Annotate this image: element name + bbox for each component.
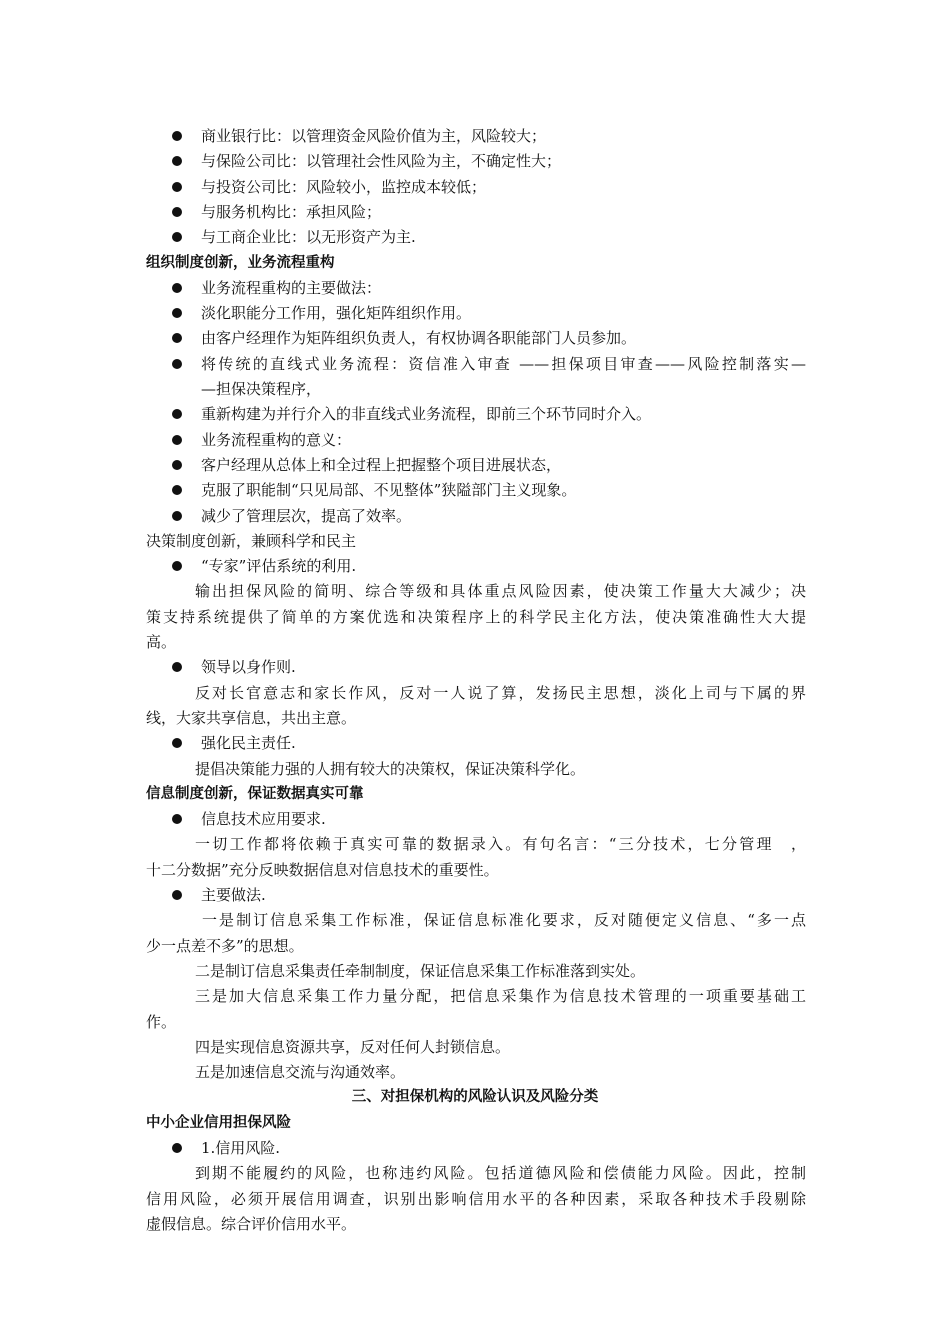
bullet-icon bbox=[172, 738, 182, 748]
bullet-icon bbox=[172, 435, 182, 445]
bullet-icon bbox=[172, 333, 182, 343]
section-heading: 三、对担保机构的风险认识及风险分类 bbox=[351, 1089, 599, 1105]
text-line: 虚假信息。综合评价信用水平。 bbox=[146, 1215, 357, 1233]
text-line: 高。 bbox=[146, 633, 177, 651]
bullet-icon bbox=[172, 662, 182, 672]
bullet-icon bbox=[172, 511, 182, 521]
bullet-item: 将传统的直线式业务流程：资信准入审查 ——担保项目审查——风险控制落实— bbox=[201, 355, 806, 373]
bullet-item: 与保险公司比：以管理社会性风险为主，不确定性大； bbox=[201, 152, 562, 170]
bullet-icon bbox=[172, 182, 182, 192]
text-line: 提倡决策能力强的人拥有较大的决策权，保证决策科学化。 bbox=[195, 760, 586, 778]
bullet-item: 与服务机构比：承担风险； bbox=[201, 203, 382, 221]
bullet-icon bbox=[172, 308, 182, 318]
section-heading: 信息制度创新，保证数据真实可靠 bbox=[146, 786, 364, 802]
bullet-icon bbox=[172, 283, 182, 293]
bullet-icon bbox=[172, 1143, 182, 1153]
text-line: 到期不能履约的风险，也称违约风险。包括道德风险和偿债能力风险。因此，控制 bbox=[195, 1164, 806, 1182]
text-line: 十二分数据”充分反映数据信息对信息技术的重要性。 bbox=[146, 861, 499, 879]
section-heading: 组织制度创新，业务流程重构 bbox=[146, 255, 335, 271]
bullet-item: 克服了职能制“只见局部、不见整体”狭隘部门主义现象。 bbox=[201, 481, 577, 499]
bullet-icon bbox=[172, 156, 182, 166]
text-line: 一是制订信息采集工作标准，保证信息标准化要求，反对随便定义信息、“多一点 bbox=[202, 911, 806, 929]
bullet-icon bbox=[172, 890, 182, 900]
bullet-icon bbox=[172, 131, 182, 141]
bullet-icon bbox=[172, 359, 182, 369]
section-heading: 中小企业信用担保风险 bbox=[146, 1115, 291, 1131]
text-line: 信用风险，必须开展信用调查，识别出影响信用水平的各种因素，采取各种技术手段剔除 bbox=[146, 1190, 806, 1208]
bullet-icon bbox=[172, 232, 182, 242]
bullet-icon bbox=[172, 814, 182, 824]
bullet-item: 与投资公司比：风险较小，监控成本较低； bbox=[201, 178, 487, 196]
text-line: 作。 bbox=[146, 1013, 177, 1031]
bullet-item: 主要做法. bbox=[201, 886, 266, 904]
text-line: 反对长官意志和家长作风，反对一人说了算，发扬民主思想，淡化上司与下属的界 bbox=[195, 684, 806, 702]
bullet-item: 商业银行比：以管理资金风险价值为主，风险较大； bbox=[201, 127, 547, 145]
bullet-item: 淡化职能分工作用，强化矩阵组织作用。 bbox=[201, 304, 472, 322]
text-line: —担保决策程序， bbox=[201, 380, 322, 398]
text-line: 少一点差不多”的思想。 bbox=[146, 937, 304, 955]
bullet-item: 1.信用风险. bbox=[201, 1139, 281, 1157]
bullet-item: 业务流程重构的主要做法： bbox=[201, 279, 382, 297]
bullet-icon bbox=[172, 409, 182, 419]
bullet-item: “专家”评估系统的利用. bbox=[201, 557, 357, 575]
text-line: 线，大家共享信息，共出主意。 bbox=[146, 709, 357, 727]
text-line: 三是加大信息采集工作力量分配，把信息采集作为信息技术管理的一项重要基础工 bbox=[195, 987, 806, 1005]
bullet-item: 领导以身作则. bbox=[201, 658, 296, 676]
text-line: 输出担保风险的简明、综合等级和具体重点风险因素，使决策工作量大大减少；决 bbox=[195, 582, 806, 600]
text-line: 策支持系统提供了简单的方案优选和决策程序上的科学民主化方法，使决策准确性大大提 bbox=[146, 608, 806, 626]
text-line: 一切工作都将依赖于真实可靠的数据录入。有句名言：“三分技术，七分管理 ， bbox=[195, 835, 806, 853]
bullet-item: 强化民主责任. bbox=[201, 734, 296, 752]
text-line: 决策制度创新，兼顾科学和民主 bbox=[146, 532, 357, 550]
bullet-item: 业务流程重构的意义： bbox=[201, 431, 352, 449]
bullet-icon bbox=[172, 561, 182, 571]
bullet-icon bbox=[172, 485, 182, 495]
text-line: 二是制订信息采集责任牵制制度，保证信息采集工作标准落到实处。 bbox=[195, 962, 646, 980]
bullet-item: 重新构建为并行介入的非直线式业务流程，即前三个环节同时介入。 bbox=[201, 405, 652, 423]
bullet-item: 客户经理从总体上和全过程上把握整个项目进展状态， bbox=[201, 456, 562, 474]
bullet-icon bbox=[172, 207, 182, 217]
bullet-item: 与工商企业比：以无形资产为主. bbox=[201, 228, 416, 246]
text-line: 四是实现信息资源共享，反对任何人封锁信息。 bbox=[195, 1038, 511, 1056]
bullet-item: 信息技术应用要求. bbox=[201, 810, 326, 828]
bullet-item: 减少了管理层次，提高了效率。 bbox=[201, 507, 412, 525]
text-line: 五是加速信息交流与沟通效率。 bbox=[195, 1063, 406, 1081]
bullet-item: 由客户经理作为矩阵组织负责人，有权协调各职能部门人员参加。 bbox=[201, 329, 637, 347]
bullet-icon bbox=[172, 460, 182, 470]
